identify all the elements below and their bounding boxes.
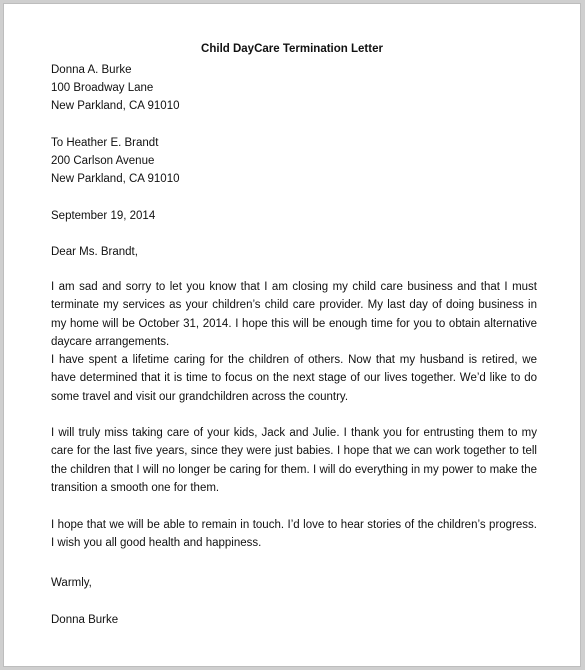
paragraph-1: I am sad and sorry to let you know that I am closing my child care business and that I must terminate my services as your children’s child care provider. My last day of doing business in my home will be October 31, 2014. I hope this will be enough time for you to obtain alternative daycare arrangements.: [51, 281, 537, 348]
recipient-city: New Parkland, CA 91010: [51, 173, 180, 185]
paragraph-4: I hope that we will be able to remain in touch. I’d love to hear stories of the children’s progress. I wish you all good health and happiness.: [51, 519, 537, 550]
recipient-name: To Heather E. Brandt: [51, 137, 159, 149]
salutation: Dear Ms. Brandt,: [51, 246, 138, 258]
signature: Donna Burke: [51, 614, 119, 626]
sender-name: Donna A. Burke: [51, 64, 132, 76]
letter-date: September 19, 2014: [51, 210, 156, 222]
document-title: Child DayCare Termination Letter: [201, 43, 383, 55]
recipient-street: 200 Carlson Avenue: [51, 155, 155, 167]
paragraph-3: I will truly miss taking care of your kids, Jack and Julie. I thank you for entrusting them to my care for the last five years, since they were just babies. I hope that we can work together to tell the children that I will no longer be caring for them. I will do everything in my power to make the transition a smooth one for them.: [51, 427, 537, 494]
document-page: [3, 3, 581, 667]
closing: Warmly,: [51, 577, 92, 589]
sender-city: New Parkland, CA 91010: [51, 100, 180, 112]
paragraph-2: I have spent a lifetime caring for the children of others. Now that my husband is retired, we have determined that it is time to focus on the next stage of our lives together. We’d like to do some travel and visit our grandchildren across the country.: [51, 354, 537, 403]
sender-street: 100 Broadway Lane: [51, 82, 154, 94]
